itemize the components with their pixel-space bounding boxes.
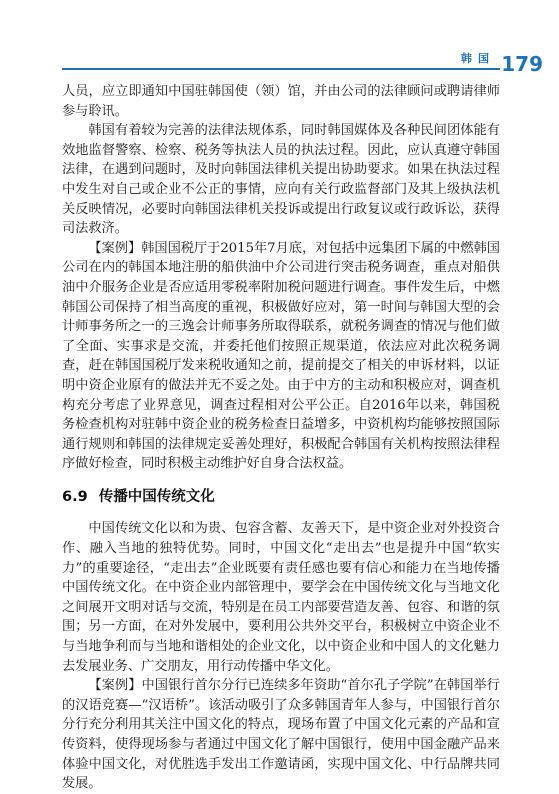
paragraph-case-bank: 【案例】中国银行首尔分行已连续多年资助“首尔孔子学院”在韩国举行的汉语竞赛—“汉语桥”。该活动吸引了众多韩国青年人参与，中国银行首尔分行充分利用其关注中国文化的特点，现场布置了中国文化元素的产品和宣传资料，使得现场参与者通过中国文化了解中国银行，使用中国金融产品来体验中国文化，对优胜选手发出工作邀请函，实现中国文化、中行品牌共同发展。 xyxy=(62,678,500,792)
section-heading xyxy=(62,488,500,508)
paragraph-continuation: 人员，应立即通知中国驻韩国使（领）馆，并由公司的法律顾问或聘请律师参与聆讯。 xyxy=(62,84,500,119)
paragraph-legal-system: 韩国有着较为完善的法律法规体系，同时韩国媒体及各种民间团体能有效地监督警察、检察、税务等执法人员的执法过程。因此，应认真遵守韩国法律，在遇到问题时，及时向韩国法律机关提出协助要求。如果在执法过程中发生对自己或企业不公正的事情，应向有关行政监督部门及其上级执法机关反映情况，必要时向韩国法律机关投诉或提出行政复议或行政诉讼，获得司法救济。 xyxy=(62,123,500,237)
paragraph-culture: 中国传统文化以和为贵、包容含蓄、友善天下，是中资企业对外投资合作、融入当地的独特优势。同时，中国文化“走出去”也是提升中国“软实力”的重要途径，“走出去”企业既要有责任感也要有信心和能力在当地传播中国传统文化。在中资企业内部管理中，要学会在中国传统文化与当地文化之间展开文明对话与交流，特别是在员工内部要营造友善、包容、和谐的氛围；另一方面，在对外发展中，要利用公共外交平台，积极树立中资企业不与当地争利而与当地和谐相处的企业文化，以中资企业和中国人的文化魅力去发展业务、广交朋友，用行动传播中华文化。 xyxy=(62,521,500,674)
header-rule xyxy=(62,68,500,70)
page-body xyxy=(62,82,500,794)
page-number: 179 xyxy=(501,52,543,76)
running-header xyxy=(62,48,559,78)
section-title: 传播中国传统文化 xyxy=(98,488,215,505)
section-number: 6.9 xyxy=(62,488,88,505)
chapter-title: 韩国 xyxy=(461,52,495,65)
paragraph-case-tax-audit: 【案例】韩国国税厅于2015年7月底，对包括中远集团下属的中燃韩国公司在内的韩国本地注册的船供油中介公司进行突击税务调查，重点对船供油中介服务企业是否应适用零税率附加税问题进行调查。事件发生后，中燃韩国公司保持了相当高度的重视，积极做好应对，第一时间与韩国大型的会计师事务所之一的三逸会计师事务所取得联系，就税务调查的情况与他们做了全面、实事求是交流，并委托他们按照正规渠道，依法应对此次税务调查，赶在韩国国税厅发来税收通知之前，提前提交了相关的申诉材料，以证明中资企业原有的做法并无不妥之处。由于中方的主动和积极应对，调查机构充分考虑了业界意见，调查过程相对公平公正。自2016年以来，韩国税务检查机构对驻韩中资企业的税务检查日益增多，中资机构均能够按照国际通行规则和韩国的法律规定妥善处理好，积极配合韩国有关机构按照法律程序做好检查，同时积极主动维护好自身合法权益。 xyxy=(62,240,500,472)
